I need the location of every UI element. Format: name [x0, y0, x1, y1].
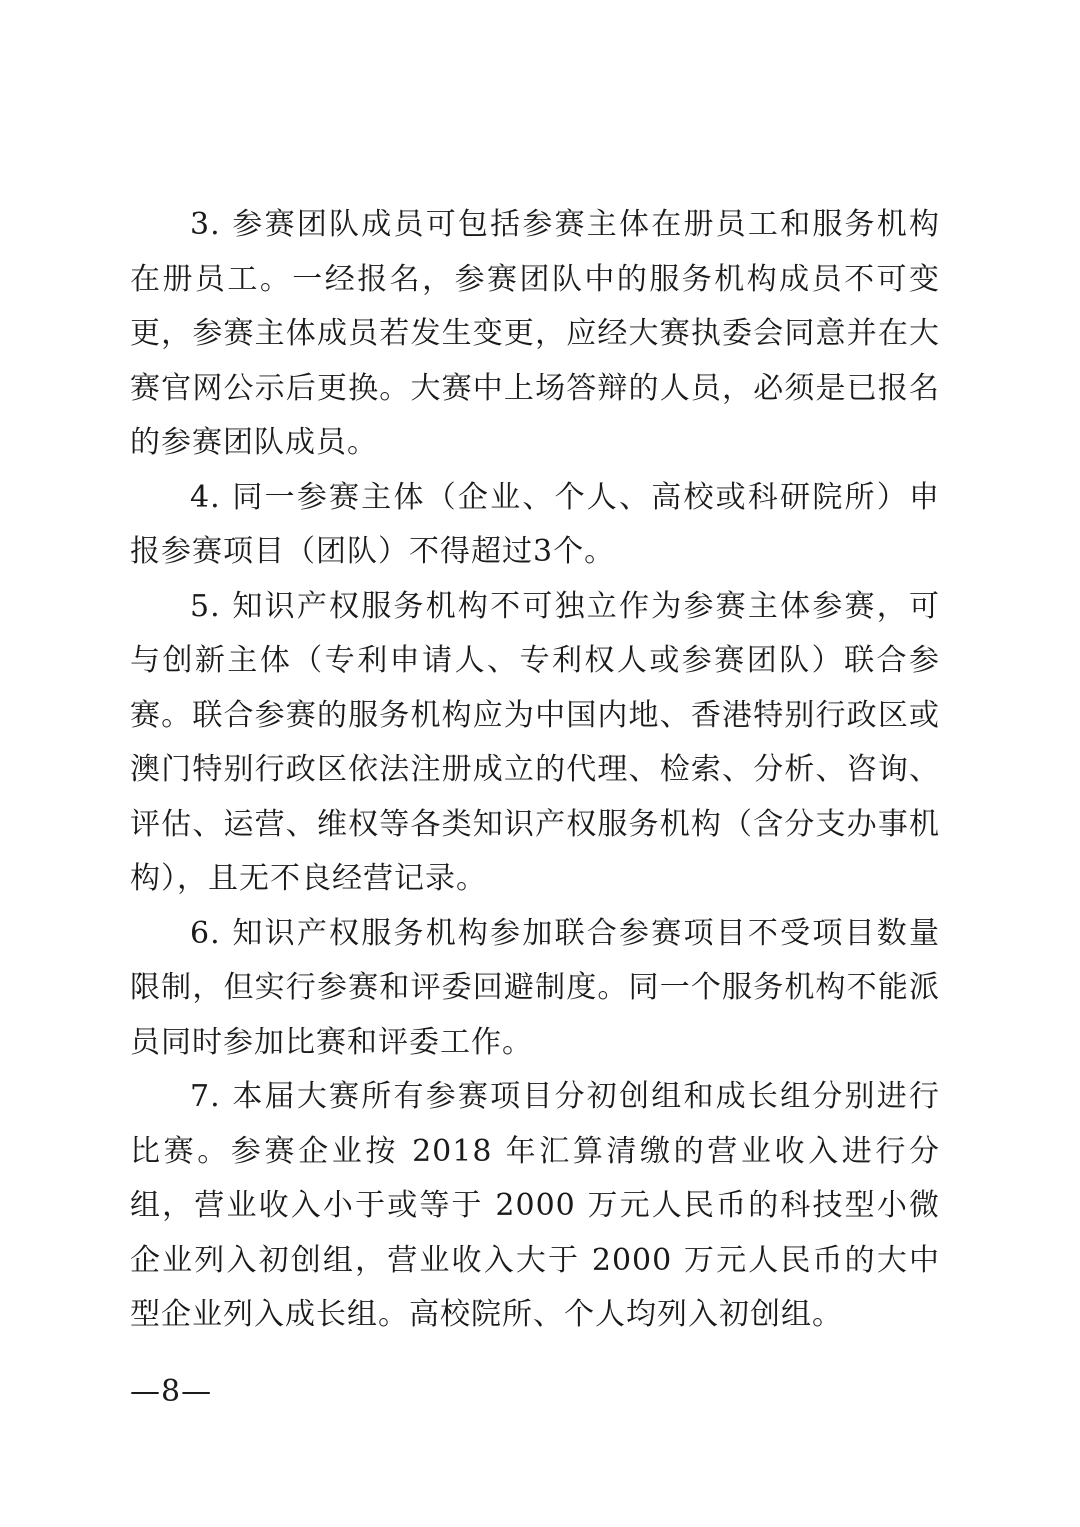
paragraph-item-3: 3. 参赛团队成员可包括参赛主体在册员工和服务机构在册员工。一经报名，参赛团队中的服务机构成员不可变更，参赛主体成员若发生变更，应经大赛执委会同意并在大赛官网公示后更换。大赛中上场答辩的人员，必须是已报名的参赛团队成员。	[130, 207, 940, 460]
document-body	[130, 198, 940, 1343]
paragraph-item-4: 4. 同一参赛主体（企业、个人、高校或科研院所）申报参赛项目（团队）不得超过3个。	[130, 479, 940, 569]
page-number: —8—	[130, 1374, 213, 1409]
paragraph-item-5: 5. 知识产权服务机构不可独立作为参赛主体参赛，可与创新主体（专利申请人、专利权人或参赛团队）联合参赛。联合参赛的服务机构应为中国内地、香港特别行政区或澳门特别行政区依法注册成立的代理、检索、分析、咨询、评估、运营、维权等各类知识产权服务机构（含分支办事机构），且无不良经营记录。	[130, 588, 940, 896]
paragraph-item-7: 7. 本届大赛所有参赛项目分初创组和成长组分别进行比赛。参赛企业按 2018 年汇算清缴的营业收入进行分组，营业收入小于或等于 2000 万元人民币的科技型小微企业列入初创组，营业收入大于 2000 万元人民币的大中型企业列入成长组。高校院所、个人均列入初创组。	[130, 1079, 940, 1332]
paragraph-item-6: 6. 知识产权服务机构参加联合参赛项目不受项目数量限制，但实行参赛和评委回避制度。同一个服务机构不能派员同时参加比赛和评委工作。	[130, 915, 940, 1060]
